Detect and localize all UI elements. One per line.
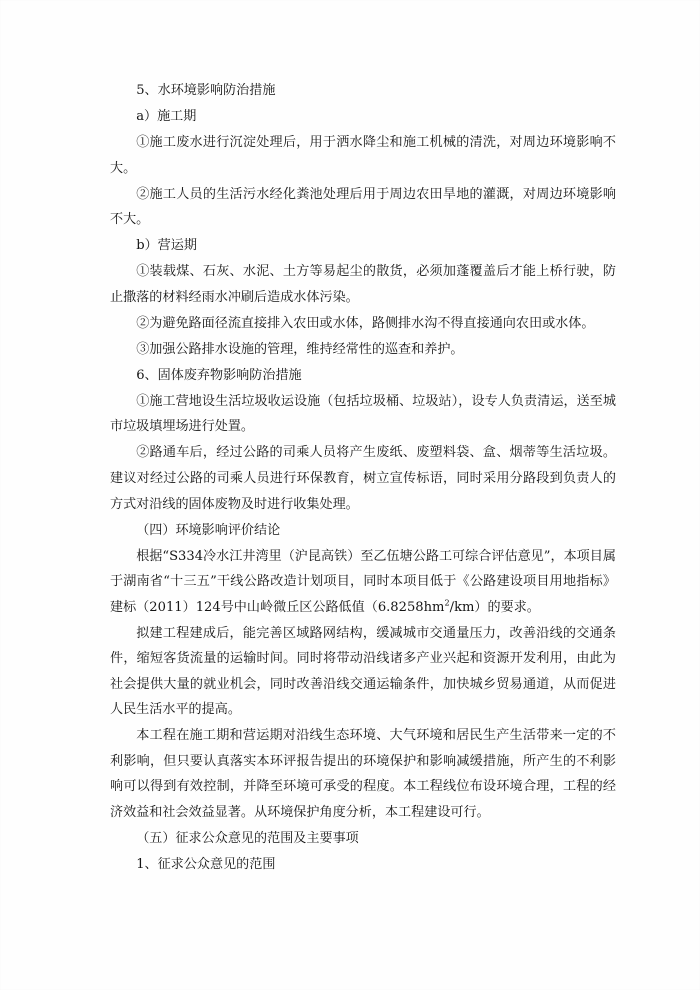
paragraph-section-6-heading: 6、固体废弃物影响防治措施: [136, 367, 302, 383]
paragraph-construction-wastewater: ①施工废水进行沉淀处理后，用于洒水降尘和施工机械的清洗，对周边环境影响不大。: [110, 135, 616, 176]
paragraph-traffic-litter: ②路通车后，经过公路的司乘人员将产生废纸、废塑料袋、盒、烟蒂等生活垃圾。建议对经过公路的司乘人员进行环保教育，树立宣传标语，同时采用分路段到负责人的方式对沿线的固体废物及时进行收集处理。: [110, 445, 616, 512]
paragraph-impact-conclusion: 本工程在施工期和营运期对沿线生态环境、大气环境和居民生产生活带来一定的不利影响，但只要认真落实本环评报告提出的环境保护和影响减缓措施，所产生的不利影响可以得到有效控制，并降至环境可承受的程度。本工程线位布设环境合理，工程的经济效益和社会效益显著。从环境保护角度分析，本工程建设可行。: [110, 728, 616, 820]
paragraph-section-four-heading: （四）环境影响评价结论: [136, 522, 281, 538]
paragraph-project-benefits: 拟建工程建成后，能完善区域路网结构，缓减城市交通量压力，改善沿线的交通条件，缩短客货流量的运输时间。同时将带动沿线诸多产业兴起和资源开发利用，由此为社会提供大量的就业机会，同时改善沿线交通运输条件，加快城乡贸易通道，从而促进人民生活水平的提高。: [110, 625, 616, 718]
document-body: [110, 78, 616, 877]
paragraph-drainage-maintenance: ③加强公路排水设施的管理，维持经常性的巡查和养护。: [136, 341, 464, 357]
paragraph-operation-period-label: b）营运期: [136, 238, 197, 254]
paragraph-dust-cargo-cover: ①装载煤、石灰、水泥、土方等易起尘的散货，必须加蓬覆盖后才能上桥行驶，防止撒落的材料经雨水冲刷后造成水体污染。: [110, 264, 616, 305]
paragraph-construction-sewage: ②施工人员的生活污水经化粪池处理后用于周边农田旱地的灌溉，对周边环境影响不大。: [110, 186, 616, 228]
paragraph-construction-period-label: a）施工期: [136, 109, 197, 125]
paragraph-section-five-heading: （五）征求公众意见的范围及主要事项: [136, 830, 359, 846]
paragraph-solid-waste-collection: ①施工营地设生活垃圾收运设施（包括垃圾桶、垃圾站），设专人负责清运，送至城市垃圾填埋场进行处置。: [110, 393, 616, 435]
paragraph-evaluation-basis: 根据“S334冷水江井湾里（沪昆高铁）至乙伍塘公路工可综合评估意见”，本项目属于湖南省“十三五”干线公路改造计划项目，同时本项目低于《公路建设项目用地指标》建标（2011）124号中山岭微丘区公路低值$(6.8258hm^2/km)$的要求。: [110, 548, 616, 615]
paragraph-road-drainage-avoid: ②为避免路面径流直接排入农田或水体，路侧排水沟不得直接通向农田或水体。: [136, 315, 595, 331]
paragraph-public-opinion-scope: 1、征求公众意见的范围: [136, 856, 276, 872]
paragraph-section-5-heading: 5、水环境影响防治措施: [136, 83, 276, 98]
